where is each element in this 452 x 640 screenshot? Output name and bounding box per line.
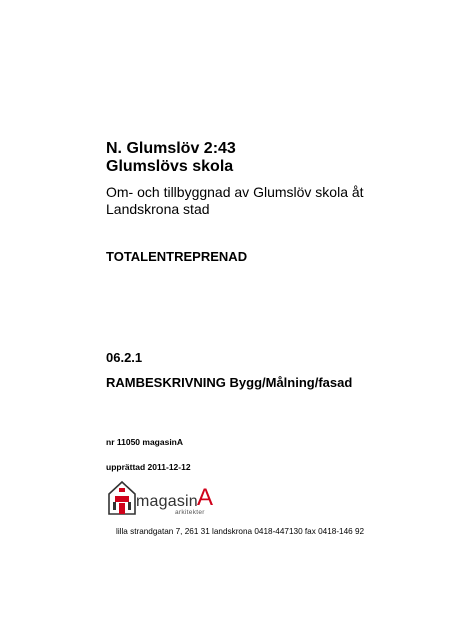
property-designation: N. Glumslöv 2:43 <box>106 140 236 157</box>
school-name: Glumslövs skola <box>106 158 234 175</box>
project-description-line1: Om- och tillbyggnad av Glumslöv skola åt <box>106 184 364 200</box>
project-description-line2: Landskrona stad <box>106 201 210 217</box>
reference-number: nr 11050 magasinA <box>106 437 184 447</box>
contract-type: TOTALENTREPRENAD <box>106 249 248 264</box>
magasina-logo <box>108 480 228 518</box>
section-title: RAMBESKRIVNING Bygg/Målning/fasad <box>106 375 353 390</box>
logo-tagline: arkitekter <box>175 509 205 516</box>
logo-letter: A <box>197 484 214 511</box>
date-line: upprättad 2011-12-12 <box>106 462 191 472</box>
section-number: 06.2.1 <box>106 350 143 365</box>
logo-wordmark: magasin <box>136 493 198 510</box>
house-icon <box>108 480 136 516</box>
footer-address: lilla strandgatan 7, 261 31 landskrona 0418-447130 fax 0418-146 92 <box>116 527 365 536</box>
